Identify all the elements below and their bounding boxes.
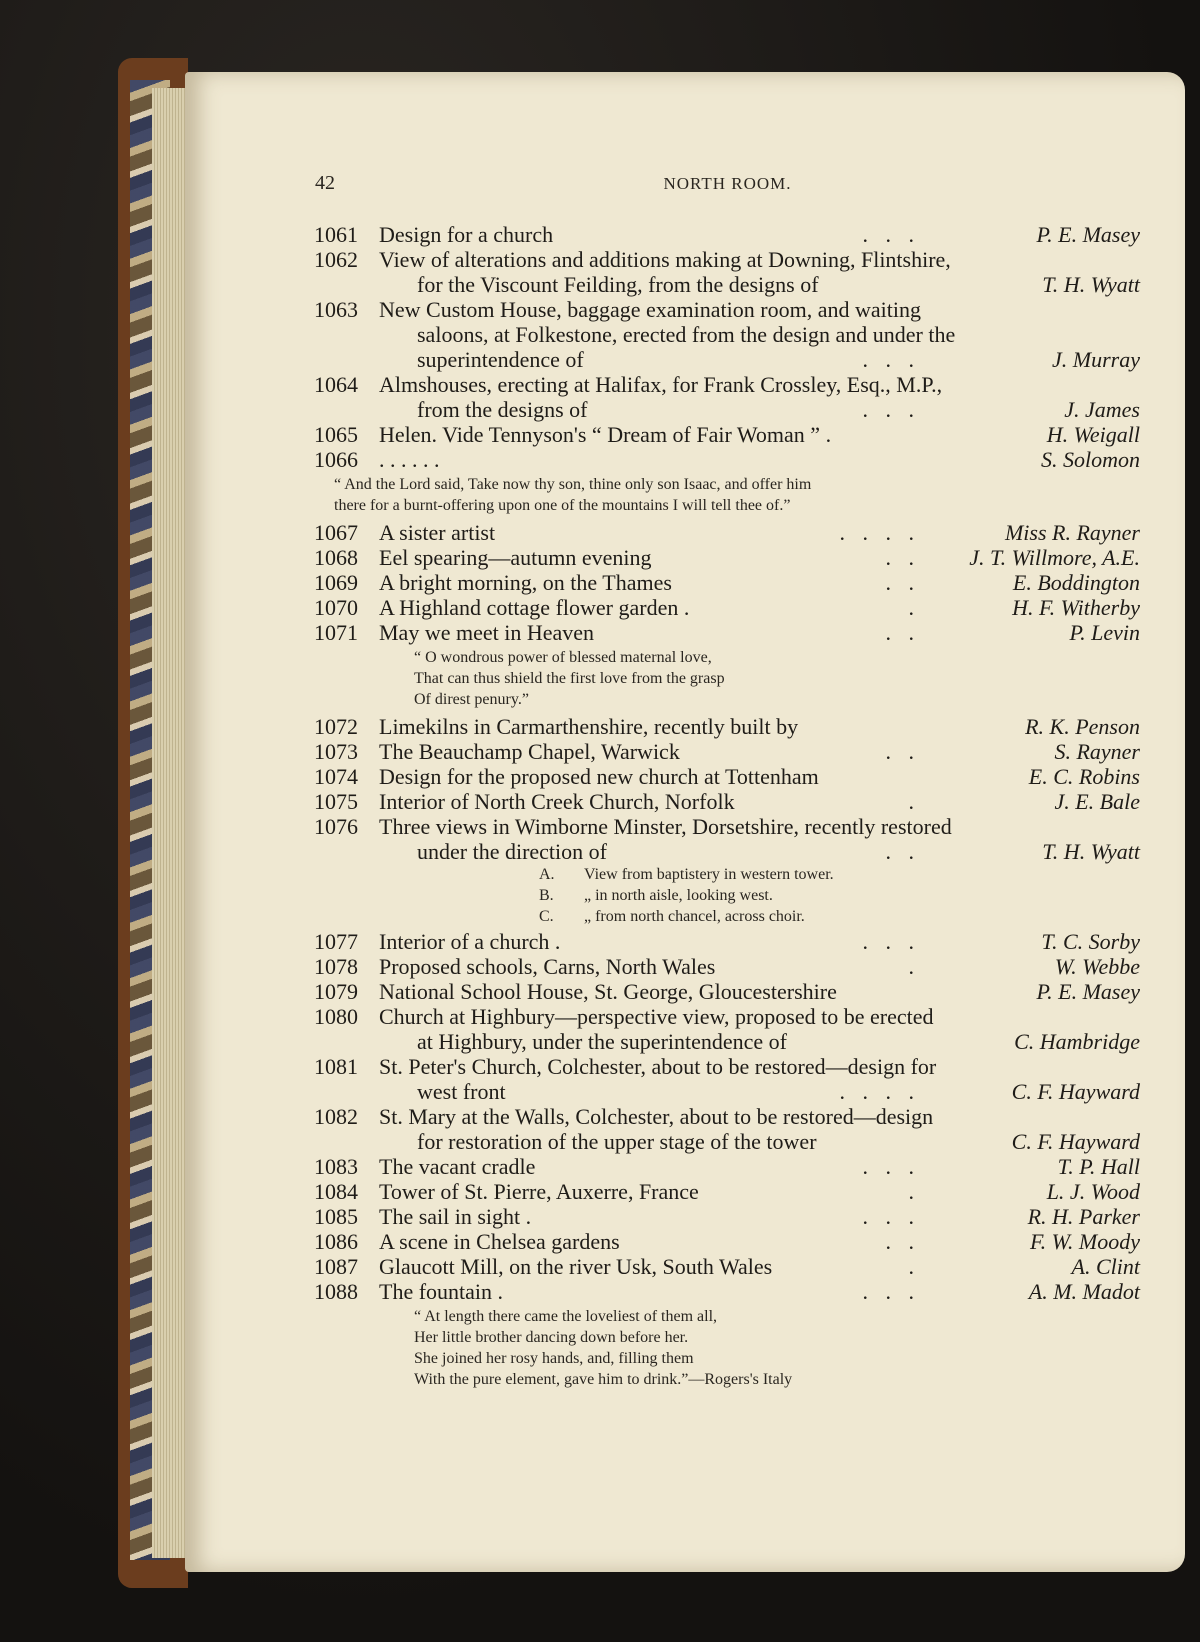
catalogue-entry bbox=[314, 714, 1140, 739]
leader-dots: . . bbox=[885, 620, 920, 645]
artist-name: T. H. Wyatt bbox=[1042, 839, 1140, 864]
sub-view-letter: C. bbox=[539, 908, 554, 925]
sub-view-item bbox=[314, 885, 1140, 906]
artist-name: R. H. Parker bbox=[1027, 1204, 1140, 1229]
artist-name: P. E. Masey bbox=[1036, 979, 1140, 1004]
entry-line bbox=[314, 347, 1140, 372]
entry-line bbox=[314, 272, 1140, 297]
quote-line: That can thus shield the first love from the grasp bbox=[414, 670, 725, 687]
artist-name: S. Solomon bbox=[1041, 447, 1140, 472]
entry-title-continued: for the Viscount Feilding, from the designs of bbox=[417, 272, 819, 297]
entry-title: Tower of St. Pierre, Auxerre, France bbox=[379, 1179, 699, 1204]
entry-title-continued: under the direction of bbox=[417, 839, 607, 864]
entry-line bbox=[314, 297, 1140, 322]
entry-line bbox=[314, 397, 1140, 422]
entry-line bbox=[314, 1254, 1140, 1279]
sub-view-letter: B. bbox=[539, 887, 554, 904]
artist-name: L. J. Wood bbox=[1046, 1179, 1140, 1204]
entry-line bbox=[314, 1279, 1140, 1304]
entry-title: Eel spearing—autumn evening bbox=[379, 545, 652, 570]
entry-number: 1085 bbox=[314, 1204, 358, 1229]
entry-number: 1084 bbox=[314, 1179, 358, 1204]
entry-title: New Custom House, baggage examination room, and waiting bbox=[379, 297, 921, 322]
entry-number: 1080 bbox=[314, 1004, 358, 1029]
entry-title: The fountain . bbox=[379, 1279, 504, 1304]
sub-view-list bbox=[314, 864, 1140, 927]
epigraph-quote bbox=[314, 647, 1140, 710]
catalogue-entry bbox=[314, 570, 1140, 595]
catalogue-entry bbox=[314, 979, 1140, 1004]
entry-title: May we meet in Heaven bbox=[379, 620, 595, 645]
catalogue-entry bbox=[314, 954, 1140, 979]
entry-line bbox=[314, 1129, 1140, 1154]
entry-number: 1081 bbox=[314, 1054, 358, 1079]
entry-title: St. Peter's Church, Colchester, about to be restored—design for bbox=[379, 1054, 937, 1079]
leader-dots: . . . bbox=[862, 222, 920, 247]
entry-number: 1073 bbox=[314, 739, 358, 764]
epigraph-quote bbox=[314, 474, 1140, 516]
entry-number: 1068 bbox=[314, 545, 358, 570]
entry-title-continued: from the designs of bbox=[417, 397, 588, 422]
artist-name: S. Rayner bbox=[1054, 739, 1140, 764]
entry-line bbox=[314, 372, 1140, 397]
entry-line bbox=[314, 570, 1140, 595]
catalogue-entry bbox=[314, 372, 1140, 422]
artist-name: J. E. Bale bbox=[1054, 789, 1140, 814]
entry-title: A bright morning, on the Thames bbox=[379, 570, 672, 595]
catalogue-entry bbox=[314, 1279, 1140, 1304]
sub-view-text: „ from north chancel, across choir. bbox=[584, 908, 805, 925]
entry-line bbox=[314, 520, 1140, 545]
catalogue-entry bbox=[314, 422, 1140, 447]
catalogue-entry bbox=[314, 545, 1140, 570]
sub-view-text: View from baptistery in western tower. bbox=[584, 866, 834, 883]
entry-title-continued: west front bbox=[417, 1079, 506, 1104]
entry-line bbox=[314, 545, 1140, 570]
quote-line: “ O wondrous power of blessed maternal love, bbox=[414, 649, 712, 666]
leader-dots: . . . . bbox=[839, 1079, 920, 1104]
entry-line bbox=[314, 1054, 1140, 1079]
artist-name: E. C. Robins bbox=[1028, 764, 1140, 789]
quote-line: Of direst penury.” bbox=[414, 691, 529, 708]
leader-dots: . bbox=[908, 789, 920, 814]
catalogue-entry bbox=[314, 1204, 1140, 1229]
artist-name: H. Weigall bbox=[1046, 422, 1140, 447]
artist-name: T. C. Sorby bbox=[1041, 929, 1140, 954]
entry-line bbox=[314, 447, 1140, 472]
leader-dots: . bbox=[908, 1179, 920, 1204]
catalogue-entry bbox=[314, 247, 1140, 297]
entry-line bbox=[314, 1104, 1140, 1129]
catalogue-entry bbox=[314, 595, 1140, 620]
catalogue-entry bbox=[314, 1179, 1140, 1204]
entry-title-continued: for restoration of the upper stage of the tower bbox=[417, 1129, 817, 1154]
artist-name: J. James bbox=[1064, 397, 1140, 422]
artist-name: J. T. Willmore, A.E. bbox=[969, 545, 1140, 570]
entry-line bbox=[314, 839, 1140, 864]
artist-name: P. E. Masey bbox=[1036, 222, 1140, 247]
entry-line bbox=[314, 1204, 1140, 1229]
entry-title: Helen. Vide Tennyson's “ Dream of Fair Woman ” . bbox=[379, 422, 832, 447]
entry-title: . . . . . . bbox=[379, 447, 440, 472]
entry-number: 1076 bbox=[314, 814, 358, 839]
artist-name: J. Murray bbox=[1052, 347, 1140, 372]
entry-line bbox=[314, 620, 1140, 645]
catalogue-entry bbox=[314, 814, 1140, 864]
catalogue-entry bbox=[314, 1054, 1140, 1104]
entry-line bbox=[314, 595, 1140, 620]
quote-line: there for a burnt-offering upon one of the mountains I will tell thee of.” bbox=[334, 497, 791, 514]
entry-line bbox=[314, 1179, 1140, 1204]
entry-title-continued: superintendence of bbox=[417, 347, 584, 372]
entry-line bbox=[314, 1079, 1140, 1104]
leader-dots: . . . bbox=[862, 347, 920, 372]
entry-number: 1087 bbox=[314, 1254, 358, 1279]
quote-line: Her little brother dancing down before her. bbox=[414, 1329, 689, 1346]
catalogue-entry bbox=[314, 1154, 1140, 1179]
leader-dots: . . bbox=[885, 839, 920, 864]
leader-dots: . . . bbox=[862, 1204, 920, 1229]
running-head: NORTH ROOM. bbox=[663, 174, 792, 193]
artist-name: Miss R. Rayner bbox=[1004, 520, 1140, 545]
entry-line bbox=[314, 1004, 1140, 1029]
entry-line bbox=[314, 222, 1140, 247]
catalogue-entry bbox=[314, 739, 1140, 764]
entry-title: A Highland cottage flower garden . bbox=[379, 595, 690, 620]
entry-title: Glaucott Mill, on the river Usk, South Wales bbox=[379, 1254, 773, 1279]
entry-title: Design for the proposed new church at Tottenham bbox=[379, 764, 819, 789]
leader-dots: . . . bbox=[862, 397, 920, 422]
entry-line bbox=[314, 929, 1140, 954]
entry-title: Limekilns in Carmarthenshire, recently built by bbox=[379, 714, 799, 739]
catalogue-entry bbox=[314, 222, 1140, 247]
artist-name: A. M. Madot bbox=[1028, 1279, 1140, 1304]
entry-number: 1067 bbox=[314, 520, 358, 545]
entry-line bbox=[314, 1154, 1140, 1179]
entry-number: 1070 bbox=[314, 595, 358, 620]
artist-name: A. Clint bbox=[1071, 1254, 1140, 1279]
entry-number: 1066 bbox=[314, 447, 358, 472]
entry-line bbox=[314, 1229, 1140, 1254]
entry-number: 1086 bbox=[314, 1229, 358, 1254]
entry-title: The Beauchamp Chapel, Warwick bbox=[379, 739, 680, 764]
catalogue-entry bbox=[314, 764, 1140, 789]
catalogue-entry bbox=[314, 447, 1140, 472]
catalogue-entry bbox=[314, 789, 1140, 814]
leader-dots: . . bbox=[885, 570, 920, 595]
entry-number: 1072 bbox=[314, 714, 358, 739]
entry-title: Interior of a church . bbox=[379, 929, 561, 954]
entry-number: 1083 bbox=[314, 1154, 358, 1179]
sub-view-item bbox=[314, 864, 1140, 885]
entry-line bbox=[314, 714, 1140, 739]
entry-title-continued: at Highbury, under the superintendence of bbox=[417, 1029, 788, 1054]
epigraph-quote bbox=[314, 1306, 1140, 1390]
entry-title: The vacant cradle bbox=[379, 1154, 536, 1179]
entry-title: The sail in sight . bbox=[379, 1204, 532, 1229]
artist-name: T. P. Hall bbox=[1057, 1154, 1140, 1179]
entry-number: 1077 bbox=[314, 929, 358, 954]
entry-line bbox=[314, 322, 1140, 347]
artist-name: P. Levin bbox=[1069, 620, 1140, 645]
leader-dots: . . . bbox=[862, 1279, 920, 1304]
quote-line: She joined her rosy hands, and, filling them bbox=[414, 1350, 694, 1367]
artist-name: C. F. Hayward bbox=[1011, 1079, 1140, 1104]
entry-line bbox=[314, 422, 1140, 447]
leader-dots: . bbox=[908, 1254, 920, 1279]
entry-line bbox=[314, 247, 1140, 272]
catalogue-entry bbox=[314, 297, 1140, 372]
leader-dots: . . . bbox=[862, 929, 920, 954]
artist-name: R. K. Penson bbox=[1025, 714, 1140, 739]
quote-line: “ And the Lord said, Take now thy son, thine only son Isaac, and offer him bbox=[334, 476, 812, 493]
artist-name: T. H. Wyatt bbox=[1042, 272, 1140, 297]
entry-line bbox=[314, 814, 1140, 839]
page-header bbox=[315, 172, 1140, 202]
entry-line bbox=[314, 739, 1140, 764]
catalogue-entry bbox=[314, 1004, 1140, 1054]
artist-name: E. Boddington bbox=[1012, 570, 1140, 595]
leader-dots: . . bbox=[885, 545, 920, 570]
artist-name: W. Webbe bbox=[1054, 954, 1140, 979]
leader-dots: . . bbox=[885, 1229, 920, 1254]
leader-dots: . bbox=[908, 595, 920, 620]
entry-number: 1069 bbox=[314, 570, 358, 595]
entry-title: Church at Highbury—perspective view, proposed to be erected bbox=[379, 1004, 934, 1029]
entry-number: 1061 bbox=[314, 222, 358, 247]
catalogue-entry bbox=[314, 1229, 1140, 1254]
entry-title: St. Mary at the Walls, Colchester, about to be restored—design bbox=[379, 1104, 934, 1129]
entry-number: 1088 bbox=[314, 1279, 358, 1304]
sub-view-letter: A. bbox=[539, 866, 555, 883]
entry-number: 1074 bbox=[314, 764, 358, 789]
entry-title: A scene in Chelsea gardens bbox=[379, 1229, 620, 1254]
catalogue-entry bbox=[314, 929, 1140, 954]
artist-name: F. W. Moody bbox=[1030, 1229, 1140, 1254]
entry-title: Three views in Wimborne Minster, Dorsetshire, recently restored bbox=[379, 814, 952, 839]
artist-name: C. F. Hayward bbox=[1011, 1129, 1140, 1154]
entry-number: 1082 bbox=[314, 1104, 358, 1129]
entry-number: 1079 bbox=[314, 979, 358, 1004]
entry-title: Almshouses, erecting at Halifax, for Frank Crossley, Esq., M.P., bbox=[379, 372, 943, 397]
entry-title: Design for a church bbox=[379, 222, 554, 247]
entry-line bbox=[314, 979, 1140, 1004]
entry-number: 1065 bbox=[314, 422, 358, 447]
catalogue-entry bbox=[314, 620, 1140, 645]
artist-name: H. F. Witherby bbox=[1012, 595, 1140, 620]
entry-number: 1071 bbox=[314, 620, 358, 645]
catalogue-entry bbox=[314, 520, 1140, 545]
entry-number: 1075 bbox=[314, 789, 358, 814]
entry-title: View of alterations and additions making at Downing, Flintshire, bbox=[379, 247, 951, 272]
quote-line: “ At length there came the loveliest of them all, bbox=[414, 1308, 718, 1325]
catalogue-entry bbox=[314, 1104, 1140, 1154]
entry-title-continued: saloons, at Folkestone, erected from the design and under the bbox=[417, 322, 956, 347]
leader-dots: . . . . bbox=[839, 520, 920, 545]
leader-dots: . . . bbox=[862, 1154, 920, 1179]
entry-title: A sister artist bbox=[379, 520, 496, 545]
catalogue-entry bbox=[314, 1254, 1140, 1279]
artist-name: C. Hambridge bbox=[1014, 1029, 1140, 1054]
entry-title: Interior of North Creek Church, Norfolk bbox=[379, 789, 735, 814]
entry-line bbox=[314, 1029, 1140, 1054]
entry-number: 1062 bbox=[314, 247, 358, 272]
entry-line bbox=[314, 954, 1140, 979]
page-number: 42 bbox=[315, 172, 335, 194]
leader-dots: . bbox=[908, 954, 920, 979]
leader-dots: . . bbox=[885, 739, 920, 764]
sub-view-text: „ in north aisle, looking west. bbox=[584, 887, 773, 904]
entry-number: 1063 bbox=[314, 297, 358, 322]
entry-line bbox=[314, 789, 1140, 814]
entry-title: National School House, St. George, Gloucestershire bbox=[379, 979, 837, 1004]
entry-title: Proposed schools, Carns, North Wales bbox=[379, 954, 716, 979]
entry-number: 1078 bbox=[314, 954, 358, 979]
sub-view-item bbox=[314, 906, 1140, 927]
catalogue-list bbox=[314, 222, 1140, 1394]
entry-line bbox=[314, 764, 1140, 789]
entry-number: 1064 bbox=[314, 372, 358, 397]
quote-line: With the pure element, gave him to drink.”—Rogers's Italy bbox=[414, 1371, 793, 1388]
